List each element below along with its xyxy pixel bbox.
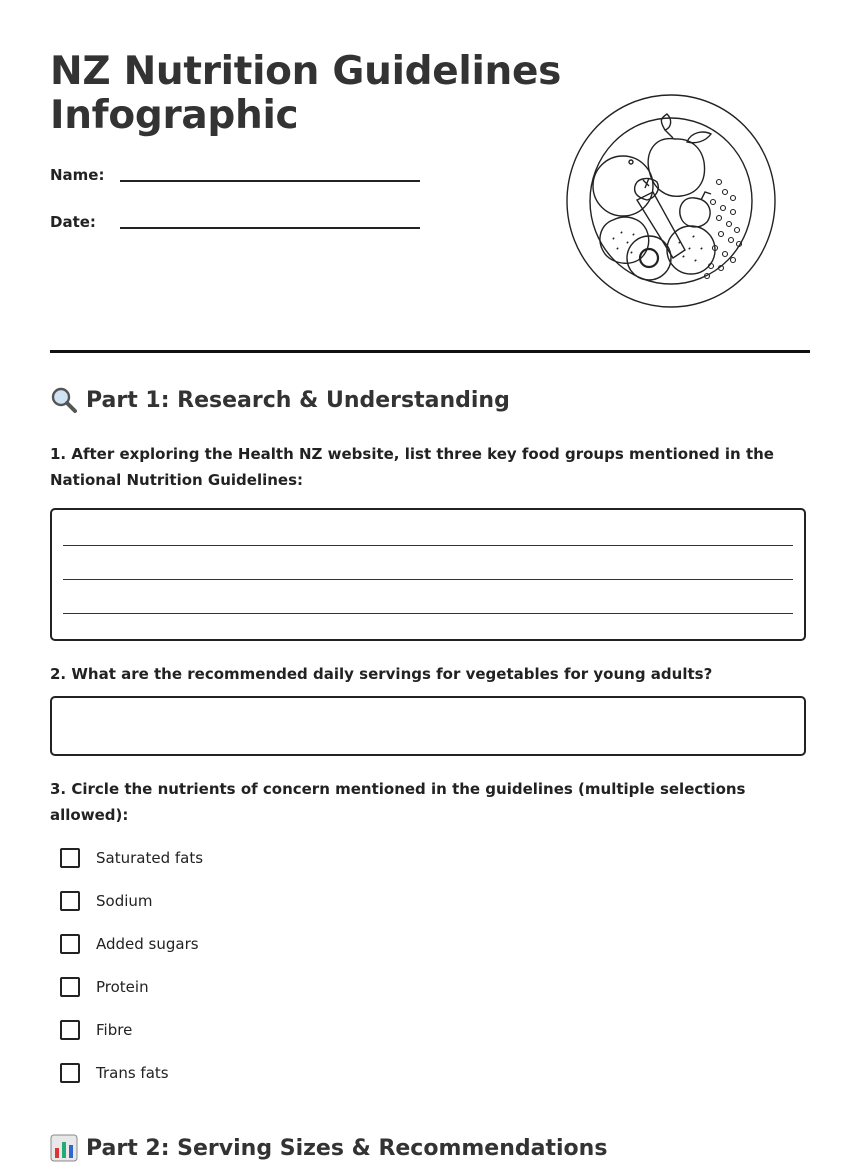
date-label: Date: [50, 213, 96, 231]
name-label: Name: [50, 166, 105, 184]
magnifying-glass-icon [50, 386, 78, 414]
title-line-2: Infographic [50, 93, 299, 138]
option-label: Sodium [96, 892, 153, 910]
question-1: 1. After exploring the Health NZ website, list three key food groups mentioned in the National Nutrition Guidelines: [50, 445, 774, 489]
option-protein[interactable] [60, 974, 149, 1000]
checkbox[interactable] [60, 891, 80, 911]
option-label: Saturated fats [96, 849, 204, 867]
checkbox[interactable] [60, 1020, 80, 1040]
checkbox[interactable] [60, 848, 80, 868]
option-label: Added sugars [96, 935, 199, 953]
part1-heading-text: Part 1: Research & Understanding [86, 387, 510, 413]
option-label: Protein [96, 978, 149, 996]
question-3: 3. Circle the nutrients of concern mentioned in the guidelines (multiple selections allowed): [50, 780, 746, 824]
part2-heading [50, 1134, 607, 1162]
answer-box-q2[interactable] [50, 696, 806, 756]
answer-line-3 [63, 613, 793, 614]
option-added-sugars[interactable] [60, 931, 199, 957]
option-sodium[interactable] [60, 888, 153, 914]
fruit-plate-illustration [563, 90, 779, 312]
answer-box-q1[interactable] [50, 508, 806, 641]
question-2: 2. What are the recommended daily servings for vegetables for young adults? [50, 665, 713, 683]
option-label: Trans fats [96, 1064, 169, 1082]
part2-heading-text: Part 2: Serving Sizes & Recommendations [86, 1135, 608, 1161]
option-fibre[interactable] [60, 1017, 132, 1043]
checkbox[interactable] [60, 934, 80, 954]
option-trans-fats[interactable] [60, 1060, 169, 1086]
name-input-line[interactable] [120, 180, 420, 182]
checkbox[interactable] [60, 977, 80, 997]
option-label: Fibre [96, 1021, 133, 1039]
option-saturated-fats[interactable] [60, 845, 203, 871]
title-line-1: NZ Nutrition Guidelines [50, 49, 562, 94]
date-input-line[interactable] [120, 227, 420, 229]
page-title [50, 50, 561, 138]
part1-heading [50, 386, 510, 414]
checkbox[interactable] [60, 1063, 80, 1083]
bar-chart-icon [50, 1134, 78, 1162]
answer-line-1 [63, 545, 793, 546]
header-divider [50, 350, 810, 353]
answer-line-2 [63, 579, 793, 580]
